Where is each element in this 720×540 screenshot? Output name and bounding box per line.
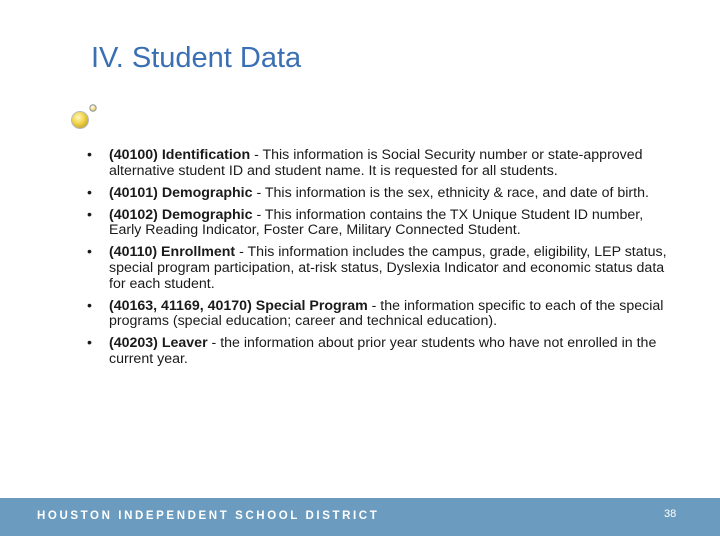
bullet-marker: • — [87, 147, 92, 163]
bubbles-icon — [66, 98, 106, 132]
item-text: - This information includes the campus, grade, eligibility, LEP status, special program participation, at-risk status, Dyslexia Indicator and economic status data for each student. — [109, 244, 667, 292]
item-code: (40110) Enrollment — [109, 244, 236, 261]
item-text: - the information specific to each of the special programs (special education; career and technical education). — [109, 297, 664, 330]
list-item — [87, 336, 677, 367]
item-code: (40163, 41169, 40170) Special Program — [109, 297, 368, 314]
bullet-marker: • — [87, 297, 92, 314]
page-number: 38 — [664, 508, 677, 520]
bullet-marker: • — [87, 206, 92, 223]
item-text: - This information contains the TX Unique Student ID number, Early Reading Indicator, Foster Care, Military Connected Student. — [109, 206, 644, 239]
item-text: - This information is Social Security number or state-approved alternative student ID and student name. It is requested for all students. — [109, 147, 643, 179]
list-item — [87, 299, 677, 330]
list-item — [87, 208, 677, 239]
item-code: (40203) Leaver — [109, 335, 208, 352]
item-code: (40102) Demographic — [109, 206, 253, 223]
bullet-list — [87, 148, 677, 374]
bullet-marker: • — [87, 335, 92, 352]
item-text: - the information about prior year students who have not enrolled in the current year. — [109, 335, 657, 368]
slide-title: IV. Student Data — [91, 42, 302, 74]
item-code: (40101) Demographic — [109, 184, 253, 201]
list-item — [87, 245, 677, 292]
bullet-marker: • — [87, 244, 92, 261]
footer-organization: HOUSTON INDEPENDENT SCHOOL DISTRICT — [37, 510, 380, 522]
item-code: (40100) Identification — [109, 147, 251, 163]
list-item — [87, 186, 677, 202]
bullet-marker: • — [87, 184, 92, 201]
item-text: - This information is the sex, ethnicity & race, and date of birth. — [252, 184, 649, 201]
footer-bar — [0, 498, 720, 536]
list-item — [87, 148, 677, 179]
